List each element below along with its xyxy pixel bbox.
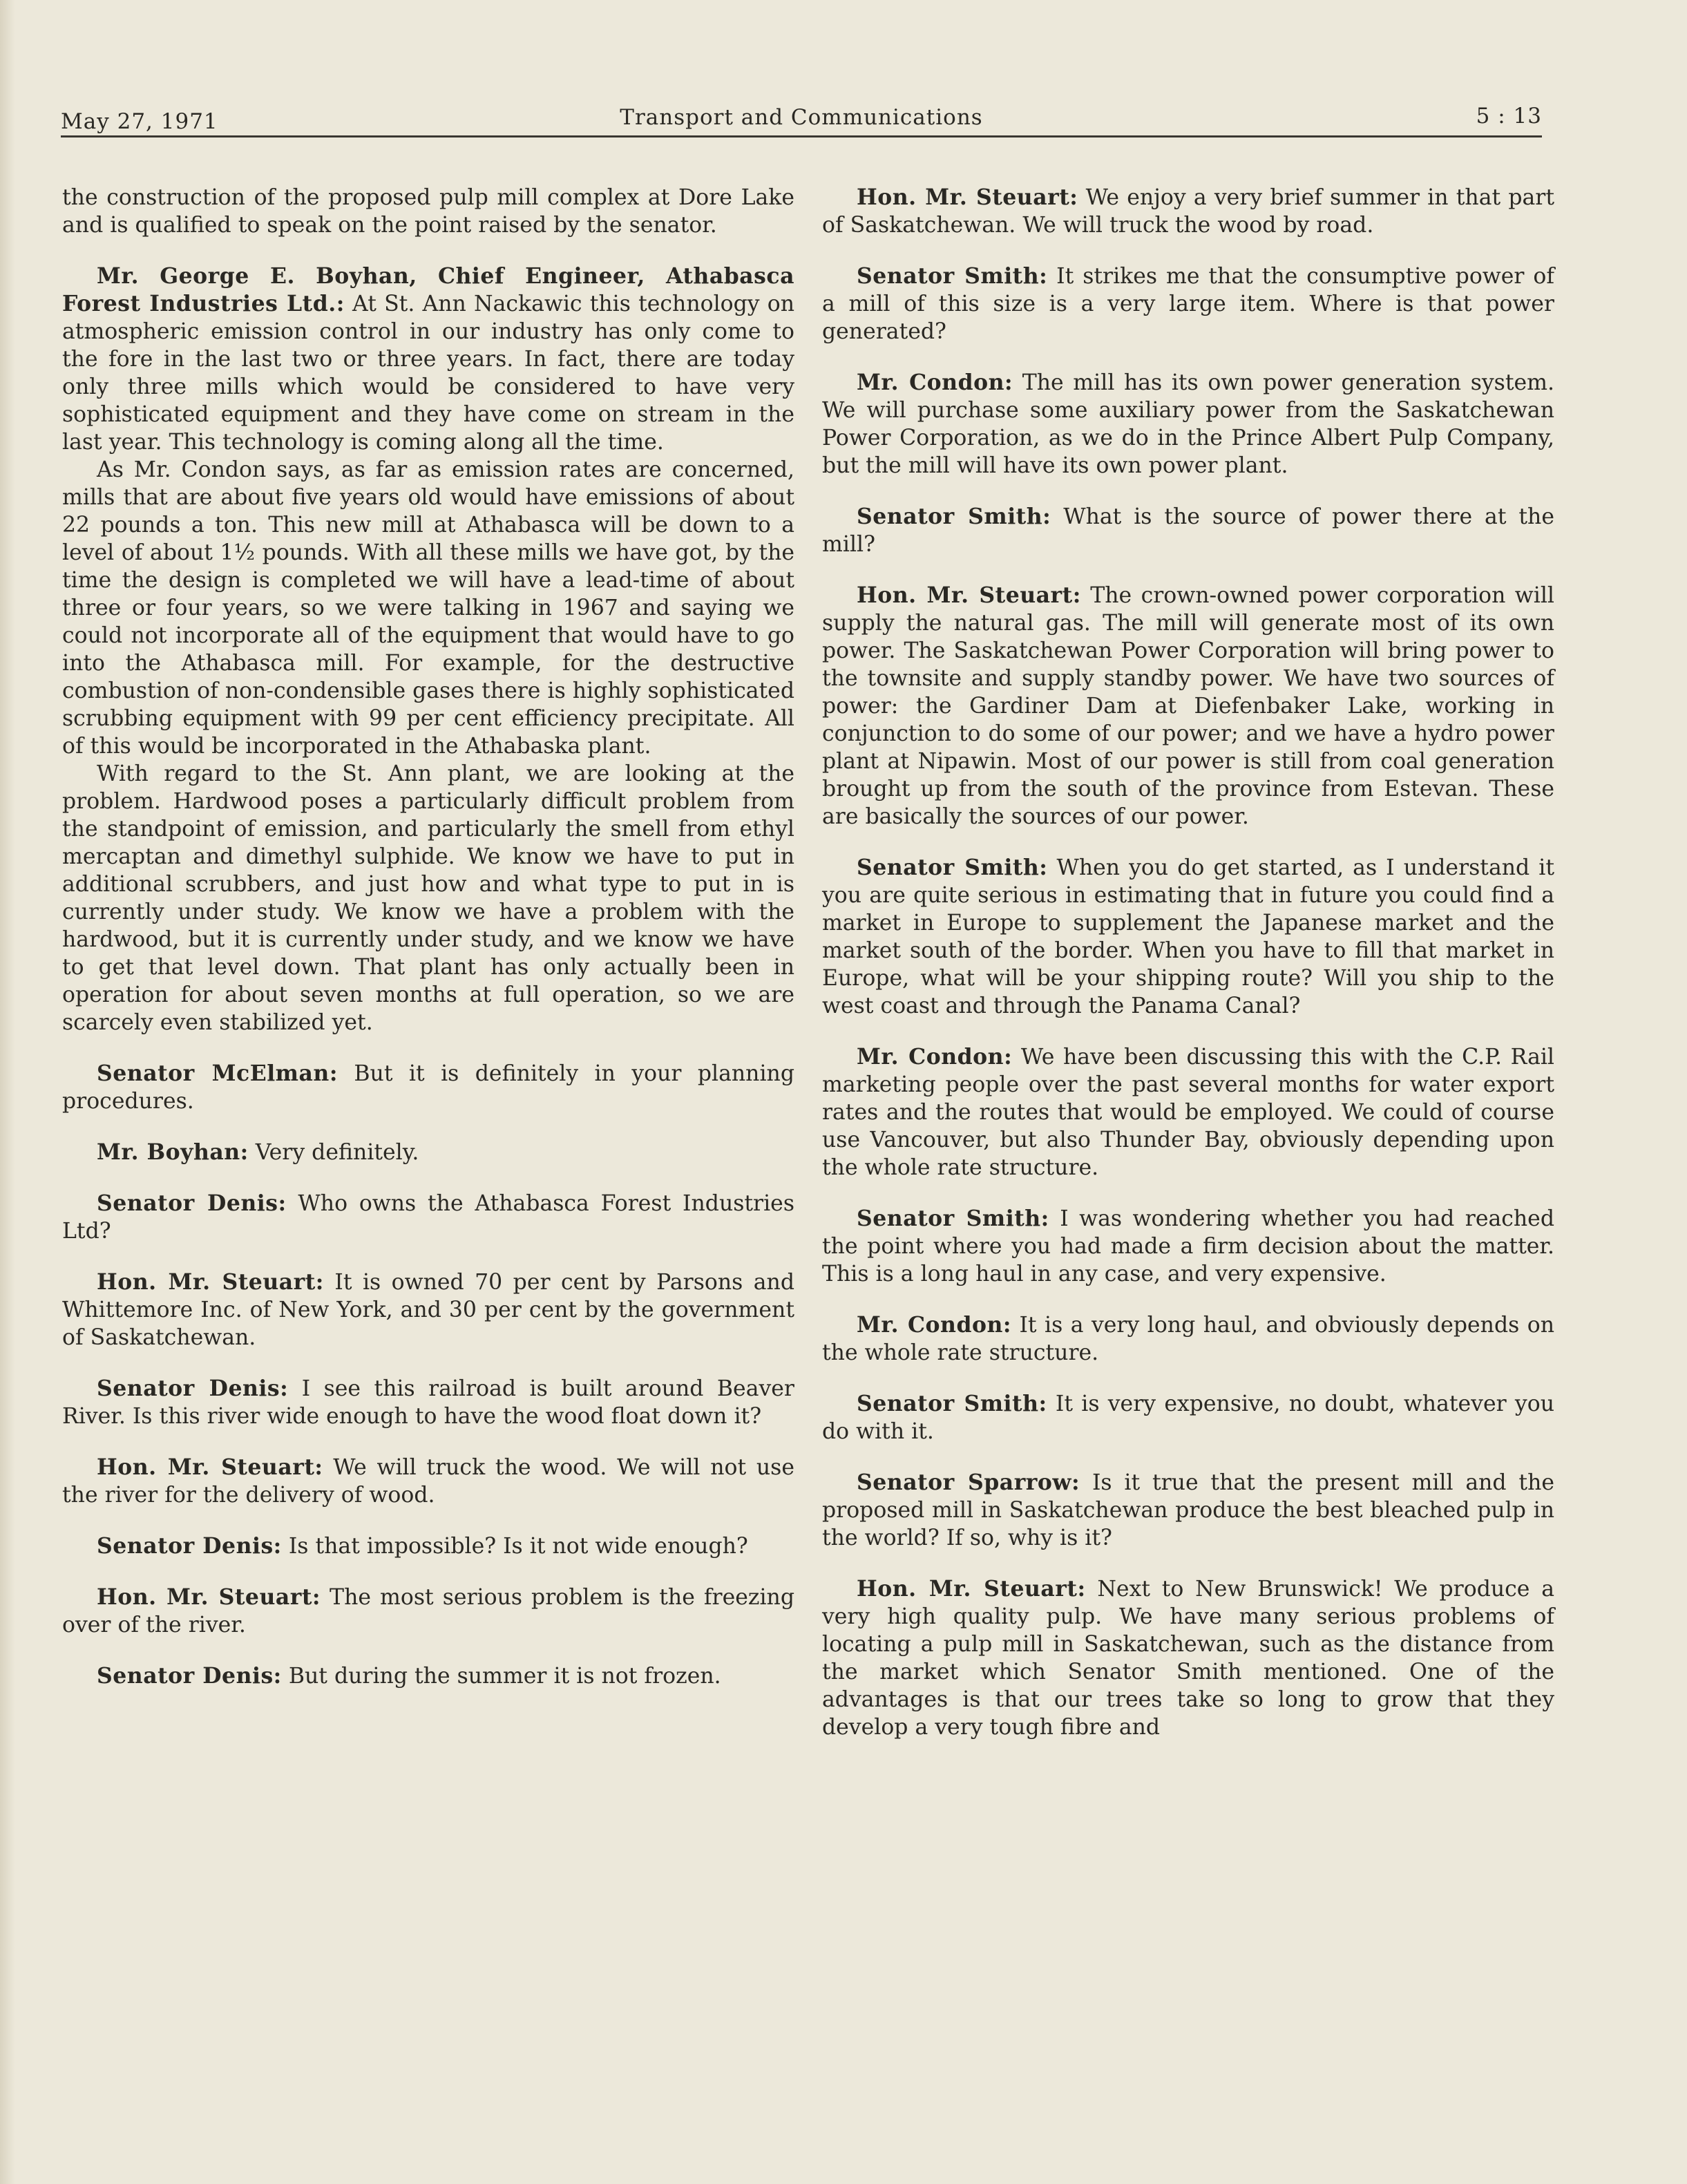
paragraph (62, 1662, 794, 1690)
paragraph-text: It is very expensive, no doubt, whatever you do with it. (822, 1392, 1554, 1444)
speaker-name: Mr. George E. Boyhan, Chief Engineer, Athabasca Forest Industries Ltd.: (62, 263, 794, 316)
speaker-name: Mr. Condon: (857, 370, 1013, 395)
paragraph-text: It is a very long haul, and obviously depends on the whole rate structure. (822, 1313, 1554, 1365)
speaker-name: Mr. Condon: (857, 1312, 1012, 1338)
paragraph (822, 1575, 1554, 1741)
paragraph (62, 184, 794, 239)
paragraph (822, 1205, 1554, 1288)
paragraph-text: We will truck the wood. We will not use the river for the delivery of wood. (62, 1455, 794, 1508)
paragraph (822, 854, 1554, 1020)
speaker-name: Hon. Mr. Steuart: (97, 1269, 324, 1295)
speaker-name: Hon. Mr. Steuart: (97, 1584, 321, 1610)
speaker-name: Senator Sparrow: (857, 1470, 1080, 1495)
paragraph-text: It strikes me that the consumptive power of a mill of this size is a very large item. Where is that power generated? (822, 264, 1554, 344)
paragraph-text: But it is definitely in your planning procedures. (62, 1061, 794, 1114)
speaker-name: Senator Denis: (97, 1190, 287, 1216)
page-header (61, 97, 1542, 137)
paragraph-text: When you do get started, as I understand it you are quite serious in estimating that in future you could find a market in Europe to supplement the Japanese market and the market south of the border. When you have to fill that market in Europe, what will be your shipping route? Will you ship to the west coast and through the Panama Canal? (822, 855, 1554, 1018)
paragraph (62, 1139, 794, 1166)
paragraph-text: I was wondering whether you had reached the point where you had made a firm decision about the matter. This is a long haul in any case, and very expensive. (822, 1206, 1554, 1286)
speaker-name: Senator Denis: (97, 1533, 282, 1559)
paragraph-text: We enjoy a very brief summer in that part of Saskatchewan. We will truck the wood by road. (822, 185, 1554, 238)
paragraph (62, 263, 794, 456)
paragraph (62, 1269, 794, 1351)
speaker-name: Senator Smith: (857, 263, 1048, 289)
right-column (822, 184, 1554, 1741)
header-page-number: 5 : 13 (1476, 104, 1542, 129)
paragraph-text: We have been discussing this with the C.P. Rail marketing people over the past several months for water export rates and the routes that would be employed. We could of course use Vancouver, but also Thunder Bay, obviously depending upon the whole rate structure. (822, 1045, 1555, 1180)
speaker-name: Senator Smith: (857, 504, 1051, 529)
speaker-name: Mr. Condon: (857, 1044, 1013, 1070)
speaker-name: Mr. Boyhan: (97, 1139, 249, 1165)
speaker-name: Hon. Mr. Steuart: (857, 184, 1078, 210)
paragraph-text: With regard to the St. Ann plant, we are looking at the problem. Hardwood poses a particularly difficult problem from the standpoint of emission, and particularly the smell from ethyl mercaptan and dimethyl sulphide. We know we have to put in additional scrubbers, and just how and what type to put in is currently under study. We know we have a problem with the hardwood, but it is currently under study, and we know we have to get that level down. That plant has only actually been in operation for about seven months at full operation, so we are scarcely even stabilized yet. (62, 761, 794, 1035)
paragraph-text: It is owned 70 per cent by Parsons and Whittemore Inc. of New York, and 30 per cent by the government of Saskatchewan. (62, 1270, 794, 1350)
paragraph (822, 263, 1554, 345)
paragraph (822, 582, 1554, 830)
paragraph-text: The crown-owned power corporation will supply the natural gas. The mill will generate most of its own power. The Saskatchewan Power Corporation will bring power to the townsite and supply standby power. We have two sources of power: the Gardiner Dam at Diefenbaker Lake, working in conjunction to do some of our power; and we have a hydro power plant at Nipawin. Most of our power is still from coal generation brought up from the south of the province from Estevan. These are basically the sources of our power. (822, 583, 1554, 829)
paragraph (822, 369, 1554, 479)
page-edge (0, 0, 15, 2184)
speaker-name: Hon. Mr. Steuart: (97, 1454, 323, 1480)
paragraph-text: But during the summer it is not frozen. (281, 1664, 721, 1689)
speaker-name: Senator Smith: (857, 1391, 1047, 1416)
speaker-name: Senator Smith: (857, 1206, 1049, 1231)
speaker-name: Senator Denis: (97, 1663, 282, 1689)
speaker-name: Senator Smith: (857, 855, 1048, 880)
left-column (62, 184, 794, 1690)
paragraph (62, 456, 794, 760)
paragraph-text: Is it true that the present mill and the proposed mill in Saskatchewan produce the best bleached pulp in the world? If so, why is it? (822, 1470, 1555, 1550)
paragraph (822, 1311, 1554, 1367)
paragraph-text: The mill has its own power generation system. We will purchase some auxiliary power from the Saskatchewan Power Corporation, as we do in the Prince Albert Pulp Company, but the mill will have its own power plant. (822, 370, 1555, 478)
paragraph (822, 1043, 1554, 1181)
paragraph-text: Who owns the Athabasca Forest Industries Ltd? (62, 1191, 794, 1244)
speaker-name: Senator Denis: (97, 1376, 289, 1401)
paragraph (62, 1532, 794, 1560)
speaker-name: Hon. Mr. Steuart: (857, 582, 1081, 608)
speaker-name: Senator McElman: (97, 1061, 338, 1086)
paragraph-text: Very definitely. (248, 1140, 419, 1165)
paragraph (62, 1584, 794, 1639)
paragraph-text: What is the source of power there at the mill? (822, 504, 1554, 557)
paragraph (822, 1390, 1554, 1445)
paragraph-text: the construction of the proposed pulp mill complex at Dore Lake and is qualified to speak on the point raised by the senator. (62, 185, 794, 238)
header-date: May 27, 1971 (61, 109, 218, 134)
paragraph-text: Is that impossible? Is it not wide enough? (281, 1534, 748, 1559)
paragraph (62, 1375, 794, 1430)
paragraph (62, 1060, 794, 1115)
paragraph (822, 503, 1554, 558)
paragraph (822, 1469, 1554, 1552)
paragraph (62, 1454, 794, 1509)
speaker-name: Hon. Mr. Steuart: (857, 1576, 1086, 1602)
paragraph (62, 1190, 794, 1245)
paragraph-text: Next to New Brunswick! We produce a very high quality pulp. We have many serious problems of locating a pulp mill in Saskatchewan, such as the distance from the market which Senator Smith mentioned. One of the advantages is that our trees take so long to grow that they develop a very tough fibre and (822, 1577, 1554, 1740)
paragraph (62, 760, 794, 1036)
header-title: Transport and Communications (620, 105, 983, 130)
paragraph (822, 184, 1554, 239)
paragraph-text: As Mr. Condon says, as far as emission rates are concerned, mills that are about five years old would have emissions of about 22 pounds a ton. This new mill at Athabasca will be down to a level of about 1½ pounds. With all these mills we have got, by the time the design is completed we will have a lead-time of about three or four years, so we were talking in 1967 and saying we could not incorporate all of the equipment that would have to go into the Athabasca mill. For example, for the destructive combustion of non-condensible gases there is highly sophisticated scrubbing equipment with 99 per cent efficiency precipitate. All of this would be incorporated in the Athabaska plant. (62, 457, 794, 759)
paragraph-text: I see this railroad is built around Beaver River. Is this river wide enough to have the wood float down it? (62, 1376, 794, 1429)
paragraph-text: At St. Ann Nackawic this technology on atmospheric emission control in our industry has only come to the fore in the last two or three years. In fact, there are today only three mills which would be considered to have very sophisticated equipment and they have come on stream in the last year. This technology is coming along all the time. (62, 292, 795, 455)
paragraph-text: The most serious problem is the freezing over of the river. (62, 1585, 794, 1637)
